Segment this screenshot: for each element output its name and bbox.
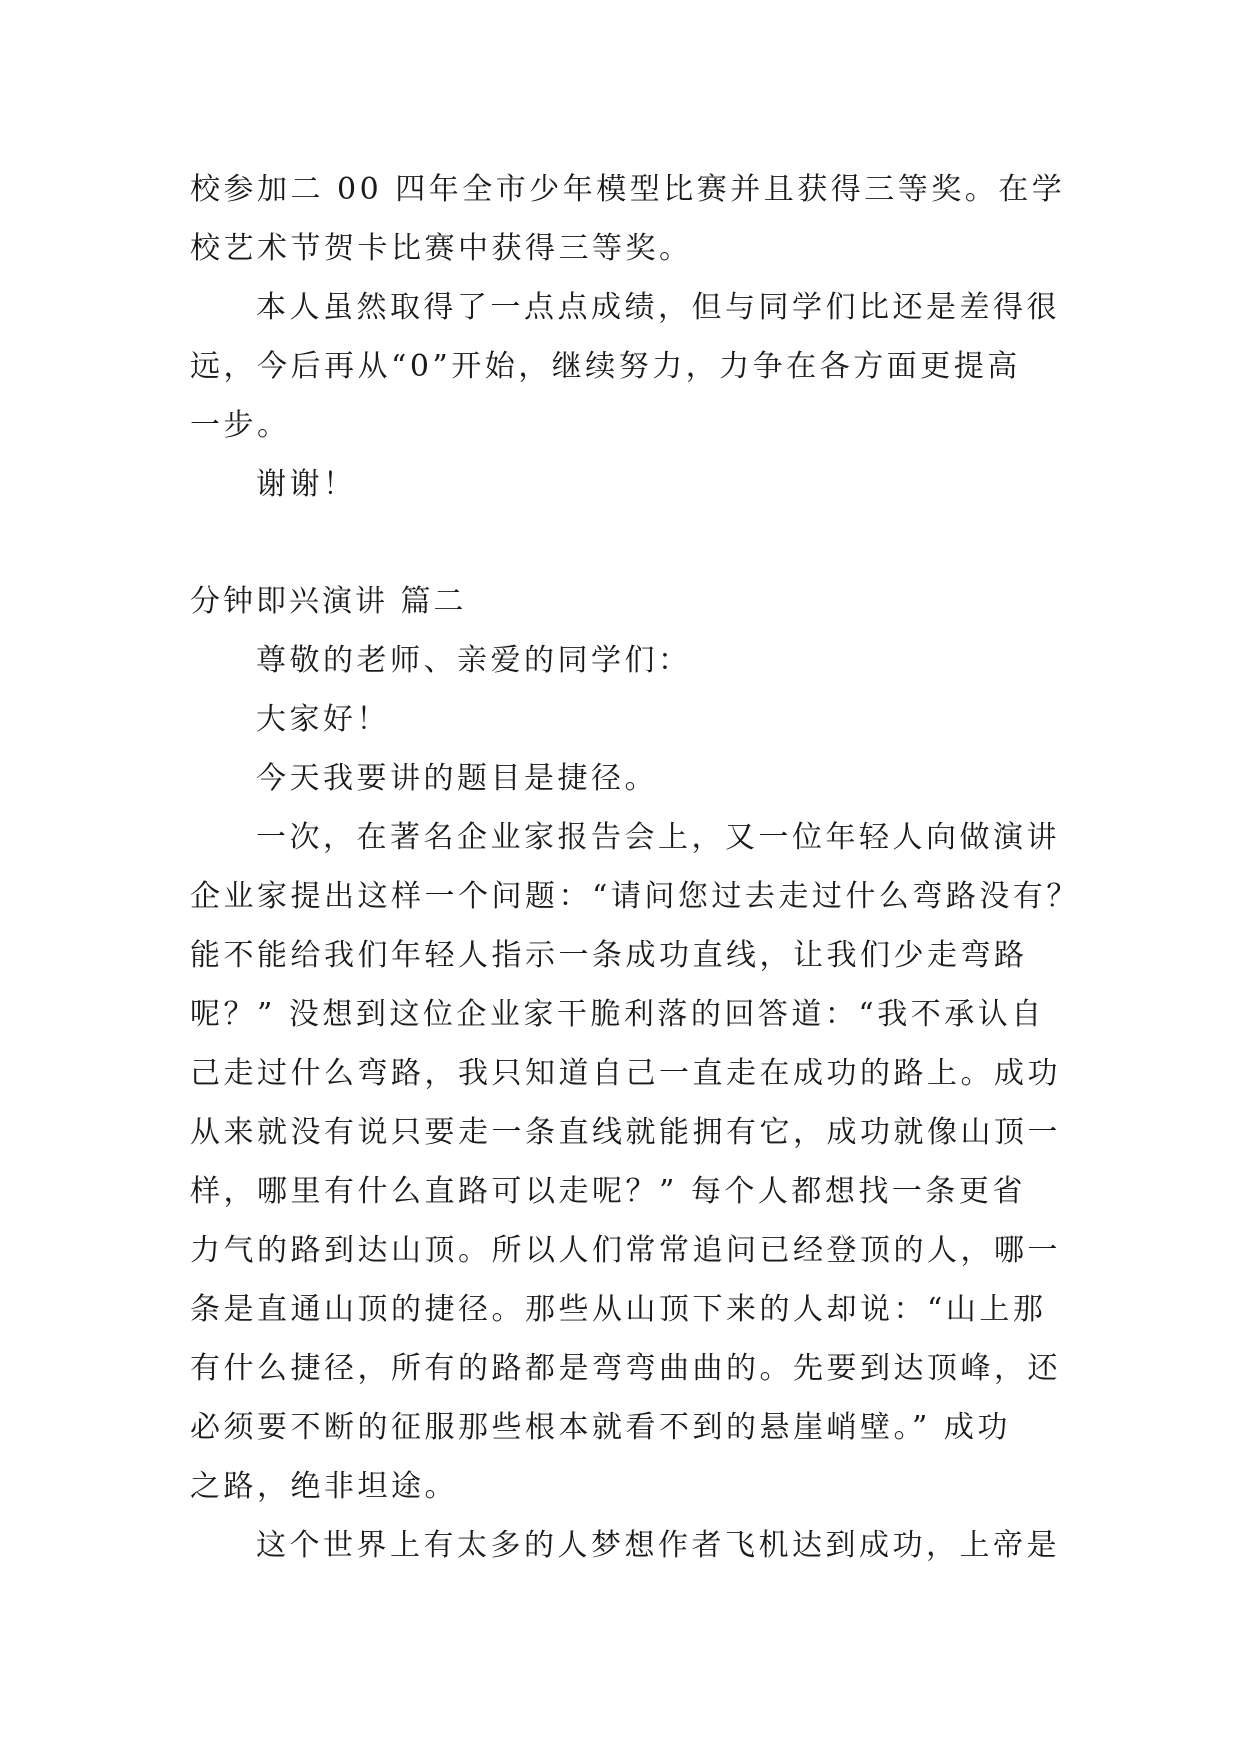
paragraph-modesty-line-2: 远，今后再从“0”开始，继续努力，力争在各方面更提高 (190, 349, 1021, 384)
salutation-line: 尊敬的老师、亲爱的同学们： (256, 643, 692, 678)
paragraph-modesty-line-1: 本人虽然取得了一点点成绩，但与同学们比还是差得很 (256, 290, 1060, 325)
story-line-11: 必须要不断的征服那些根本就看不到的悬崖峭壁。” 成功 (190, 1410, 1011, 1445)
story-line-7: 样，哪里有什么直路可以走呢？” 每个人都想找一条更省 (190, 1174, 1026, 1209)
paragraph-modesty-line-3: 一步。 (190, 408, 291, 443)
text-line: 校参加二 00 四年全市少年模型比赛并且获得三等奖。在学 (190, 172, 1066, 207)
story-line-1: 一次，在著名企业家报告会上，又一位年轻人向做演讲 (256, 820, 1060, 855)
story-line-3: 能不能给我们年轻人指示一条成功直线，让我们少走弯路 (190, 938, 1028, 973)
text-line: 校艺术节贺卡比赛中获得三等奖。 (190, 231, 693, 266)
document-body (190, 160, 1080, 1575)
story-line-12: 之路，绝非坦途。 (190, 1469, 458, 1504)
section-heading: 分钟即兴演讲 篇二 (190, 584, 467, 619)
topic-line: 今天我要讲的题目是捷径。 (256, 761, 658, 796)
greeting-line: 大家好！ (256, 702, 390, 737)
story-line-2: 企业家提出这样一个问题：“请问您过去走过什么弯路没有？ (190, 879, 1080, 914)
final-paragraph-line: 这个世界上有太多的人梦想作者飞机达到成功，上帝是 (256, 1528, 1060, 1563)
story-line-6: 从来就没有说只要走一条直线就能拥有它，成功就像山顶一 (190, 1115, 1061, 1150)
story-line-4: 呢？” 没想到这位企业家干脆利落的回答道：“我不承认自 (190, 997, 1045, 1032)
story-line-10: 有什么捷径，所有的路都是弯弯曲曲的。先要到达顶峰，还 (190, 1351, 1061, 1386)
thanks-line: 谢谢！ (256, 467, 357, 502)
story-line-9: 条是直通山顶的捷径。那些从山顶下来的人却说：“山上那 (190, 1292, 1047, 1327)
story-line-8: 力气的路到达山顶。所以人们常常追问已经登顶的人，哪一 (190, 1233, 1061, 1268)
section-gap (190, 514, 1050, 572)
story-line-5: 己走过什么弯路，我只知道自己一直走在成功的路上。成功 (190, 1056, 1061, 1091)
